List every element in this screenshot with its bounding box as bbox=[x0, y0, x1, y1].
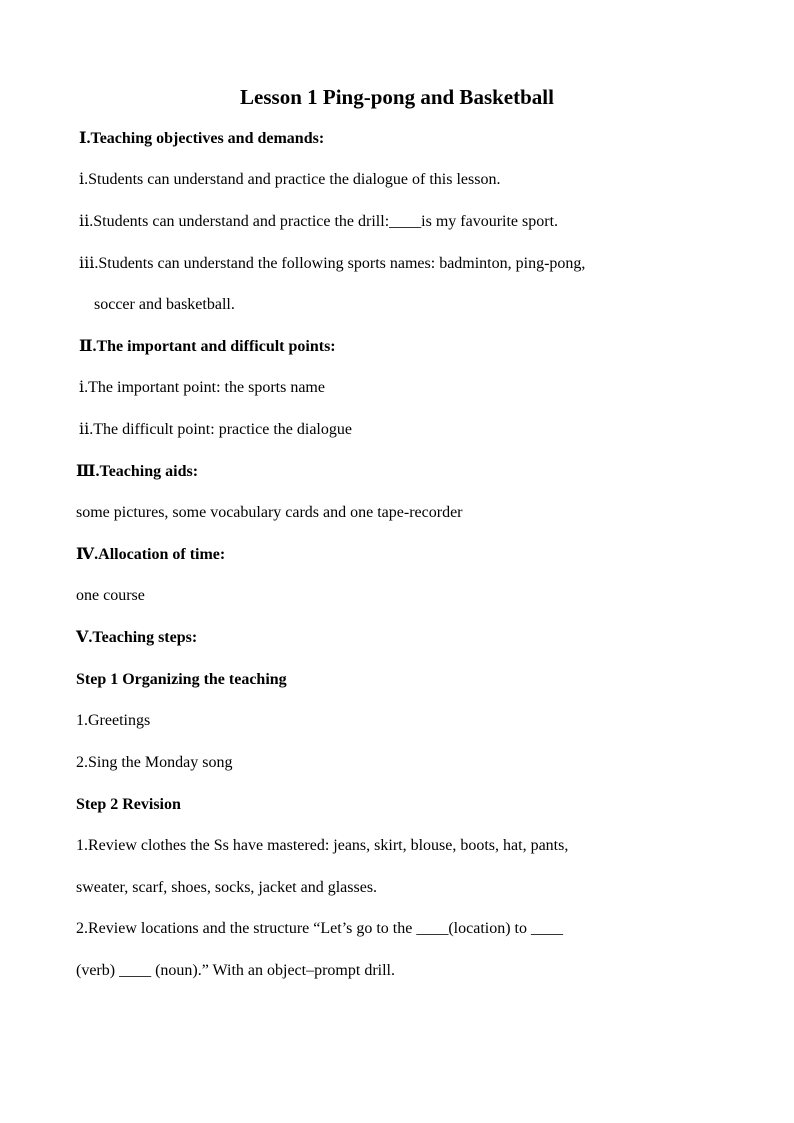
objective-item-3-continued: soccer and basketball. bbox=[94, 296, 235, 313]
section-heading-aids: Ⅲ.Teaching aids: bbox=[76, 463, 199, 480]
objective-item-1: ⅰ.Students can understand and practice the dialogue of this lesson. bbox=[79, 171, 501, 188]
allocation-text: one course bbox=[76, 587, 145, 604]
step-2-heading: Step 2 Revision bbox=[76, 796, 181, 813]
step-2-item-2: 2.Review locations and the structure “Let’s go to the ____(location) to ____ bbox=[76, 920, 563, 937]
step-2-item-2-continued: (verb) ____ (noun).” With an object–prompt drill. bbox=[76, 962, 395, 979]
objective-item-3: ⅲ.Students can understand the following sports names: badminton, ping-pong, bbox=[79, 255, 586, 272]
difficult-point: ⅱ.The difficult point: practice the dialogue bbox=[79, 421, 352, 438]
step-2-item-1-continued: sweater, scarf, shoes, socks, jacket and glasses. bbox=[76, 879, 378, 896]
section-heading-steps: Ⅴ.Teaching steps: bbox=[76, 629, 198, 646]
objective-item-2: ⅱ.Students can understand and practice the drill:____is my favourite sport. bbox=[79, 213, 559, 230]
step-1-item-1: 1.Greetings bbox=[76, 712, 151, 729]
lesson-title: Lesson 1 Ping-pong and Basketball bbox=[240, 85, 554, 109]
teaching-aids-text: some pictures, some vocabulary cards and one tape-recorder bbox=[76, 504, 463, 521]
step-1-heading: Step 1 Organizing the teaching bbox=[76, 671, 287, 688]
step-2-item-1: 1.Review clothes the Ss have mastered: jeans, skirt, blouse, boots, hat, pants, bbox=[76, 837, 569, 854]
important-point: ⅰ.The important point: the sports name bbox=[79, 379, 325, 396]
section-heading-allocation: Ⅳ.Allocation of time: bbox=[76, 546, 226, 563]
section-heading-points: Ⅱ.The important and difficult points: bbox=[79, 338, 336, 355]
step-1-item-2: 2.Sing the Monday song bbox=[76, 754, 233, 771]
section-heading-objectives: Ⅰ.Teaching objectives and demands: bbox=[79, 130, 325, 147]
